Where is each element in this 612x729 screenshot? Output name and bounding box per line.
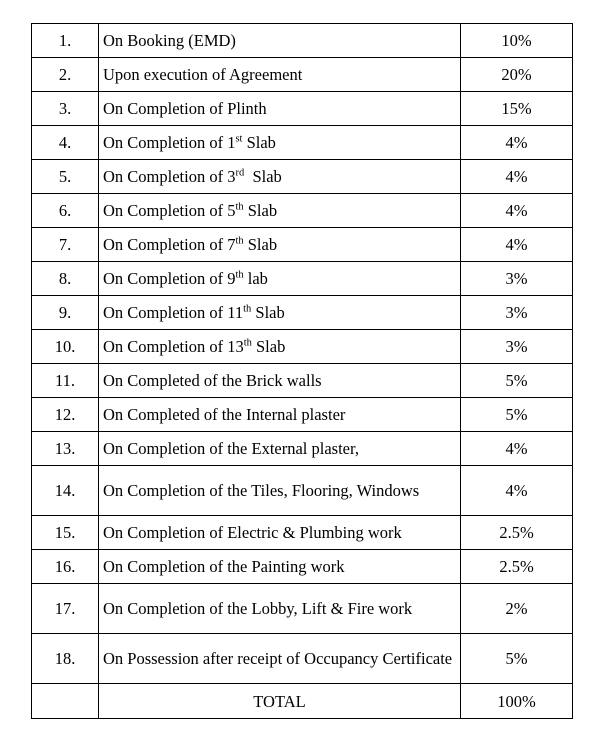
table-row	[32, 24, 573, 58]
row-number: 2.	[32, 58, 99, 92]
row-number: 10.	[32, 330, 99, 364]
table-row	[32, 262, 573, 296]
stage-description: On Completion of 5th Slab	[99, 194, 461, 228]
ordinal-suffix: th	[235, 201, 244, 213]
ordinal-suffix: st	[235, 133, 243, 145]
stage-percentage: 4%	[461, 160, 573, 194]
ordinal-suffix: th	[235, 235, 244, 247]
stage-description: On Booking (EMD)	[99, 24, 461, 58]
total-empty-cell	[32, 684, 99, 719]
stage-description: On Completed of the Brick walls	[99, 364, 461, 398]
stage-percentage: 3%	[461, 330, 573, 364]
stage-description: On Completion of the Tiles, Flooring, Windows	[99, 466, 461, 516]
table-row	[32, 398, 573, 432]
stage-description: On Completion of 11th Slab	[99, 296, 461, 330]
row-number: 18.	[32, 634, 99, 684]
row-number: 6.	[32, 194, 99, 228]
payment-schedule-table	[31, 23, 573, 719]
payment-schedule-body	[32, 24, 573, 719]
row-number: 8.	[32, 262, 99, 296]
row-number: 9.	[32, 296, 99, 330]
row-number: 17.	[32, 584, 99, 634]
stage-description: On Completion of 7th Slab	[99, 228, 461, 262]
stage-percentage: 4%	[461, 194, 573, 228]
stage-percentage: 2.5%	[461, 550, 573, 584]
row-number: 13.	[32, 432, 99, 466]
stage-percentage: 10%	[461, 24, 573, 58]
row-number: 3.	[32, 92, 99, 126]
ordinal-suffix: th	[243, 337, 252, 349]
table-row	[32, 432, 573, 466]
table-row	[32, 516, 573, 550]
table-row	[32, 364, 573, 398]
stage-percentage: 4%	[461, 126, 573, 160]
stage-description: On Possession after receipt of Occupancy Certificate	[99, 634, 461, 684]
row-number: 12.	[32, 398, 99, 432]
table-row	[32, 126, 573, 160]
stage-percentage: 4%	[461, 432, 573, 466]
table-row	[32, 194, 573, 228]
table-row	[32, 584, 573, 634]
stage-description: On Completion of 9th lab	[99, 262, 461, 296]
ordinal-suffix: th	[235, 269, 244, 281]
stage-description: On Completed of the Internal plaster	[99, 398, 461, 432]
stage-description: On Completion of 13th Slab	[99, 330, 461, 364]
stage-percentage: 3%	[461, 296, 573, 330]
table-row	[32, 92, 573, 126]
stage-description: On Completion of the External plaster,	[99, 432, 461, 466]
total-label: TOTAL	[99, 684, 461, 719]
ordinal-suffix: th	[243, 303, 252, 315]
table-row	[32, 634, 573, 684]
stage-percentage: 5%	[461, 364, 573, 398]
stage-description: On Completion of the Lobby, Lift & Fire work	[99, 584, 461, 634]
table-row	[32, 330, 573, 364]
table-row	[32, 58, 573, 92]
stage-description: On Completion of 3rd Slab	[99, 160, 461, 194]
row-number: 7.	[32, 228, 99, 262]
row-number: 16.	[32, 550, 99, 584]
stage-percentage: 5%	[461, 398, 573, 432]
table-row	[32, 228, 573, 262]
stage-percentage: 20%	[461, 58, 573, 92]
stage-percentage: 2.5%	[461, 516, 573, 550]
table-row	[32, 466, 573, 516]
table-row	[32, 160, 573, 194]
table-row	[32, 550, 573, 584]
row-number: 4.	[32, 126, 99, 160]
stage-percentage: 5%	[461, 634, 573, 684]
total-row	[32, 684, 573, 719]
stage-description: On Completion of Electric & Plumbing work	[99, 516, 461, 550]
stage-percentage: 4%	[461, 228, 573, 262]
row-number: 11.	[32, 364, 99, 398]
row-number: 5.	[32, 160, 99, 194]
stage-description: On Completion of Plinth	[99, 92, 461, 126]
stage-percentage: 15%	[461, 92, 573, 126]
row-number: 1.	[32, 24, 99, 58]
stage-percentage: 2%	[461, 584, 573, 634]
stage-description: On Completion of the Painting work	[99, 550, 461, 584]
row-number: 14.	[32, 466, 99, 516]
total-percentage: 100%	[461, 684, 573, 719]
ordinal-suffix: rd	[235, 167, 245, 179]
stage-percentage: 4%	[461, 466, 573, 516]
stage-description: On Completion of 1st Slab	[99, 126, 461, 160]
stage-description: Upon execution of Agreement	[99, 58, 461, 92]
table-row	[32, 296, 573, 330]
stage-percentage: 3%	[461, 262, 573, 296]
row-number: 15.	[32, 516, 99, 550]
